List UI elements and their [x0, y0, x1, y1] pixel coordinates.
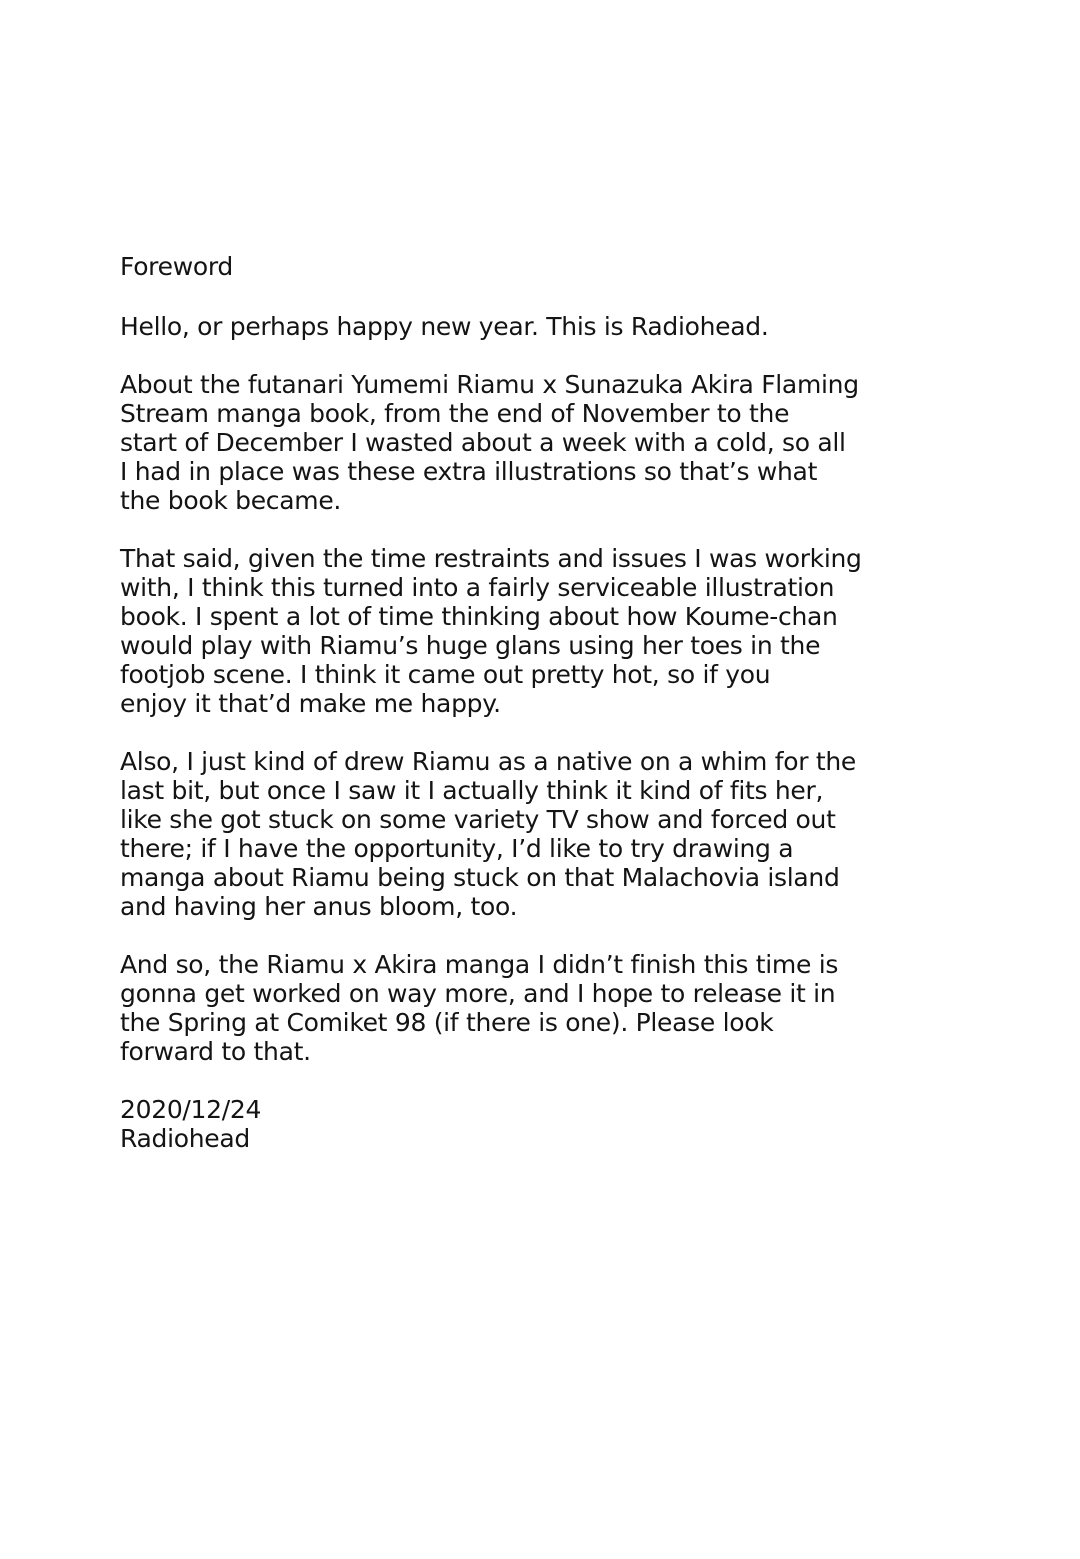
text-line: Hello, or perhaps happy new year. This is Radiohead. [120, 312, 769, 341]
text-line: with, I think this turned into a fairly serviceable illustration [120, 573, 835, 602]
text-line: Stream manga book, from the end of November to the [120, 399, 790, 428]
text-line: and having her anus bloom, too. [120, 892, 518, 921]
text-line: last bit, but once I saw it I actually think it kind of fits her, [120, 776, 824, 805]
text-line: would play with Riamu’s huge glans using her toes in the [120, 631, 821, 660]
page-title: Foreword [120, 252, 233, 281]
signature-block [120, 1095, 965, 1153]
text-line: I had in place was these extra illustrations so that’s what [120, 457, 818, 486]
paragraph-about-book [120, 370, 965, 515]
text-line: the book became. [120, 486, 342, 515]
paragraph-also [120, 747, 965, 921]
text-line: like she got stuck on some variety TV show and forced out [120, 805, 836, 834]
date-line: 2020/12/24 [120, 1095, 262, 1124]
paragraph-and-so [120, 950, 965, 1066]
text-line: About the futanari Yumemi Riamu x Sunazuka Akira Flaming [120, 370, 859, 399]
text-line: And so, the Riamu x Akira manga I didn’t finish this time is [120, 950, 839, 979]
text-line: footjob scene. I think it came out pretty hot, so if you [120, 660, 771, 689]
author-line: Radiohead [120, 1124, 250, 1153]
paragraph-greeting [120, 312, 965, 341]
text-line: That said, given the time restraints and issues I was working [120, 544, 862, 573]
text-line: book. I spent a lot of time thinking about how Koume-chan [120, 602, 838, 631]
text-line: the Spring at Comiket 98 (if there is one). Please look [120, 1008, 774, 1037]
text-line: forward to that. [120, 1037, 311, 1066]
text-line: enjoy it that’d make me happy. [120, 689, 501, 718]
paragraph-that-said [120, 544, 965, 718]
text-line: there; if I have the opportunity, I’d like to try drawing a [120, 834, 794, 863]
text-line: gonna get worked on way more, and I hope to release it in [120, 979, 836, 1008]
text-line: manga about Riamu being stuck on that Malachovia island [120, 863, 840, 892]
foreword-page [120, 252, 965, 1153]
text-line: start of December I wasted about a week with a cold, so all [120, 428, 846, 457]
text-line: Also, I just kind of drew Riamu as a native on a whim for the [120, 747, 856, 776]
